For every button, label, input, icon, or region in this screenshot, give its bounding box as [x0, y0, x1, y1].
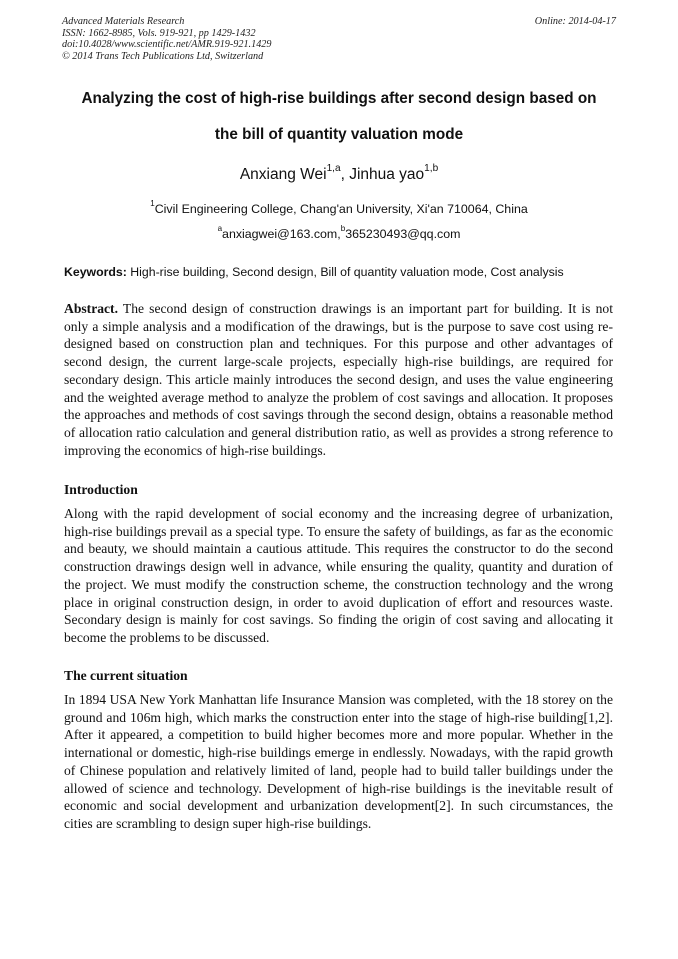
- affiliation-text: Civil Engineering College, Chang'an University, Xi'an 710064, China: [154, 202, 528, 216]
- email-superscript: b: [340, 224, 346, 234]
- author-name: Jinhua yao: [349, 166, 425, 183]
- author-list: [0, 162, 678, 184]
- affiliation: [0, 199, 678, 216]
- introduction-paragraph: Along with the rapid development of social economy and the increasing degree of urbanization, high-rise buildings prevail as a special type. To ensure the safety of buildings, as far as the economic and beauty, we should maintain a cautious attitude. This requires the constructor to do the second construction drawings design well in advance, while ensuring the quality, quantity and duration of the project. We must modify the construction scheme, the construction technology and the wrong place in original construction design, in order to avoid duplication of effort and resources waste. Secondary design is mainly for cost savings. So finding the origin of cost saving and allocating it become the problems to be discussed.: [64, 506, 613, 645]
- copyright-line: © 2014 Trans Tech Publications Ltd, Switzerland: [62, 50, 264, 62]
- online-date: Online: 2014-04-17: [534, 16, 616, 27]
- keywords: [64, 265, 624, 279]
- email-address: 365230493@qq.com: [345, 227, 461, 241]
- abstract-text: The second design of construction drawings is an important part for building. It is not only a simple analysis and a modification of the drawings, but is the purpose to save cost using re-designed based on construction plan and techniques. For this purpose and other advantages of second design, the current large-scale projects, especially high-rise buildings, are required for secondary design. This article mainly introduces the second design, and uses the value engineering and the weighted average method to analyze the problem of cost savings and allocation. It proposes the approaches and methods of cost savings through the second design, obtains a reasonable method of allocation ratio calculation and general distribution ratio, as well as provides a strong reference to improving the economics of high-rise buildings.: [64, 301, 613, 458]
- section-heading-current-situation: The current situation: [64, 668, 188, 683]
- issn-line: ISSN: 1662-8985, Vols. 919-921, pp 1429-1432: [62, 27, 256, 39]
- doi-line: doi:10.4028/www.scientific.net/AMR.919-921.1429: [62, 39, 272, 50]
- author-separator: ,: [340, 166, 350, 183]
- current-situation-paragraph: In 1894 USA New York Manhattan life Insurance Mansion was completed, with the 18 storey on the ground and 106m high, which marks the construction enter into the stage of high-rise building[1,2]. After it appeared, a competition to build higher becomes more and more popular. Whether in the international or domestic, high-rise buildings emerge in endlessly. Nowadays, with the rapid growth of Chinese population and relatively limited of land, people had to build taller buildings under the allowed of science and technology. Development of high-rise buildings is the inevitable result of economic and social development and urbanization development[2]. In such circumstances, the cities are scrambling to design super high-rise buildings.: [64, 692, 613, 831]
- journal-header: [62, 16, 271, 62]
- journal-name: Advanced Materials Research: [62, 16, 185, 27]
- abstract-label: Abstract.: [64, 301, 118, 316]
- affiliation-superscript: 1: [150, 199, 155, 209]
- abstract: [64, 300, 613, 459]
- keywords-text: High-rise building, Second design, Bill of quantity valuation mode, Cost analysis: [126, 265, 564, 279]
- email-address: anxiagwei@163.com,: [222, 227, 341, 241]
- section-heading-introduction: Introduction: [64, 482, 138, 497]
- keywords-label: Keywords:: [64, 265, 127, 279]
- author-superscript: 1,b: [424, 162, 439, 174]
- author-emails: [0, 224, 678, 241]
- author-superscript: 1,a: [326, 162, 341, 174]
- author-name: Anxiang Wei: [239, 166, 327, 183]
- email-superscript: a: [217, 224, 223, 234]
- paper-title-line-1: Analyzing the cost of high-rise buildings after second design based on: [81, 90, 597, 107]
- paper-title-line-2: the bill of quantity valuation mode: [214, 126, 464, 143]
